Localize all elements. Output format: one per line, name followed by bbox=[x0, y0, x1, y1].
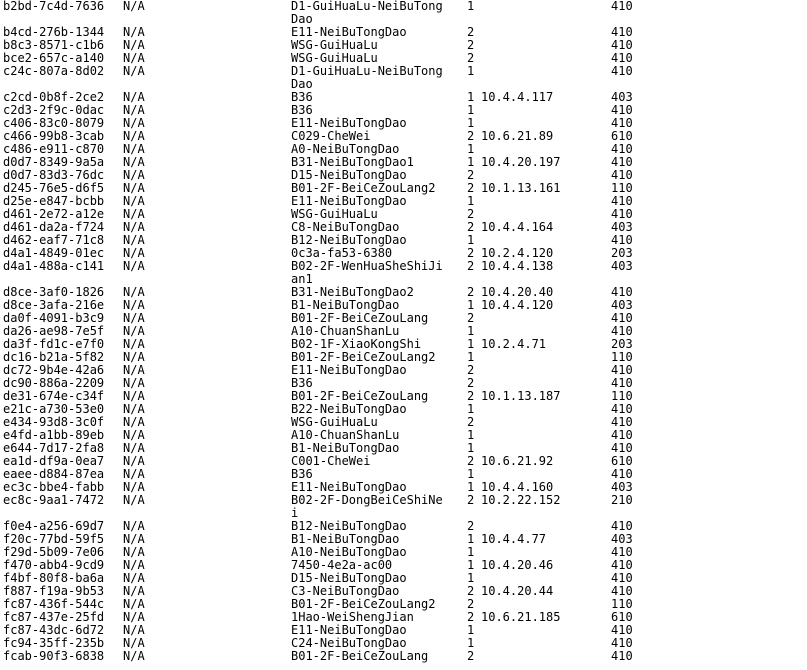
row-ip-address: 10.1.13.187 bbox=[481, 389, 561, 403]
row-count: 2 bbox=[467, 168, 475, 182]
row-name: 7450-4e2a-ac00 bbox=[291, 558, 393, 572]
row-id: bce2-657c-a140 bbox=[3, 51, 105, 65]
table-row bbox=[0, 130, 807, 143]
row-status: N/A bbox=[123, 51, 145, 65]
row-status: N/A bbox=[123, 493, 145, 507]
row-name: B1-NeiBuTongDao bbox=[291, 532, 400, 546]
row-count: 2 bbox=[467, 454, 475, 468]
row-status: N/A bbox=[123, 441, 145, 455]
row-id: e21c-a730-53e0 bbox=[3, 402, 105, 416]
row-name: WSG-GuiHuaLu bbox=[291, 415, 378, 429]
row-code: 403 bbox=[611, 298, 633, 312]
row-code: 410 bbox=[611, 519, 633, 533]
row-status: N/A bbox=[123, 246, 145, 260]
table-row bbox=[0, 195, 807, 208]
row-count: 1 bbox=[467, 467, 475, 481]
row-name: B31-NeiBuTongDao2 bbox=[291, 285, 414, 299]
row-id: fc94-35ff-235b bbox=[3, 636, 105, 650]
row-id: fcab-90f3-6838 bbox=[3, 649, 105, 663]
row-count: 2 bbox=[467, 129, 475, 143]
row-code: 410 bbox=[611, 155, 633, 169]
row-code: 410 bbox=[611, 207, 633, 221]
row-count: 1 bbox=[467, 298, 475, 312]
row-status: N/A bbox=[123, 220, 145, 234]
row-id: d0d7-8349-9a5a bbox=[3, 155, 105, 169]
row-code: 410 bbox=[611, 376, 633, 390]
table-row bbox=[0, 364, 807, 377]
row-status: N/A bbox=[123, 376, 145, 390]
row-status: N/A bbox=[123, 623, 145, 637]
row-id: b2bd-7c4d-7636 bbox=[3, 0, 105, 13]
row-status: N/A bbox=[123, 0, 145, 13]
row-status: N/A bbox=[123, 480, 145, 494]
row-code: 410 bbox=[611, 168, 633, 182]
row-status: N/A bbox=[123, 194, 145, 208]
row-count: 1 bbox=[467, 636, 475, 650]
row-id: ec3c-bbe4-fabb bbox=[3, 480, 105, 494]
row-id: c466-99b8-3cab bbox=[3, 129, 105, 143]
row-name: B1-NeiBuTongDao bbox=[291, 298, 400, 312]
row-count: 1 bbox=[467, 194, 475, 208]
row-count: 1 bbox=[467, 480, 475, 494]
row-code: 410 bbox=[611, 285, 633, 299]
row-count: 2 bbox=[467, 207, 475, 221]
row-count: 1 bbox=[467, 64, 475, 78]
row-ip-address: 10.2.4.71 bbox=[481, 337, 547, 351]
row-status: N/A bbox=[123, 519, 145, 533]
row-ip-address: 10.6.21.89 bbox=[481, 129, 554, 143]
row-name-continued: an1 bbox=[291, 272, 313, 286]
table-row bbox=[0, 416, 807, 429]
row-name: B01-2F-BeiCeZouLang2 bbox=[291, 181, 436, 195]
row-name: B01-2F-BeiCeZouLang2 bbox=[291, 597, 436, 611]
row-name: B31-NeiBuTongDao1 bbox=[291, 155, 414, 169]
row-count: 1 bbox=[467, 233, 475, 247]
row-count: 2 bbox=[467, 311, 475, 325]
table-row bbox=[0, 0, 807, 26]
row-status: N/A bbox=[123, 597, 145, 611]
row-count: 1 bbox=[467, 441, 475, 455]
row-status: N/A bbox=[123, 558, 145, 572]
row-code: 410 bbox=[611, 324, 633, 338]
row-status: N/A bbox=[123, 168, 145, 182]
row-name: B12-NeiBuTongDao bbox=[291, 519, 407, 533]
row-ip-address: 10.4.4.160 bbox=[481, 480, 554, 494]
row-code: 203 bbox=[611, 337, 633, 351]
row-code: 410 bbox=[611, 25, 633, 39]
table-row bbox=[0, 39, 807, 52]
row-ip-address: 10.2.22.152 bbox=[481, 493, 561, 507]
row-id: ea1d-df9a-0ea7 bbox=[3, 454, 105, 468]
row-name: B36 bbox=[291, 103, 313, 117]
row-name: D1-GuiHuaLu-NeiBuTong bbox=[291, 0, 443, 13]
row-id: dc72-9b4e-42a6 bbox=[3, 363, 105, 377]
row-status: N/A bbox=[123, 311, 145, 325]
row-code: 403 bbox=[611, 532, 633, 546]
row-count: 1 bbox=[467, 350, 475, 364]
row-count: 2 bbox=[467, 584, 475, 598]
row-count: 1 bbox=[467, 337, 475, 351]
row-name-continued: Dao bbox=[291, 12, 313, 26]
row-status: N/A bbox=[123, 363, 145, 377]
row-ip-address: 10.6.21.92 bbox=[481, 454, 554, 468]
row-name: B1-NeiBuTongDao bbox=[291, 441, 400, 455]
row-ip-address: 10.6.21.185 bbox=[481, 610, 561, 624]
row-id: c486-e911-c870 bbox=[3, 142, 105, 156]
row-count: 2 bbox=[467, 285, 475, 299]
row-id: d8ce-3afa-216e bbox=[3, 298, 105, 312]
row-id: d25e-e847-bcbb bbox=[3, 194, 105, 208]
row-status: N/A bbox=[123, 25, 145, 39]
row-code: 610 bbox=[611, 454, 633, 468]
row-status: N/A bbox=[123, 298, 145, 312]
row-name: B36 bbox=[291, 376, 313, 390]
row-name: A10-NeiBuTongDao bbox=[291, 545, 407, 559]
row-id: d462-eaf7-71c8 bbox=[3, 233, 105, 247]
row-name: B02-1F-XiaoKongShi bbox=[291, 337, 422, 351]
row-id: ec8c-9aa1-7472 bbox=[3, 493, 105, 507]
row-status: N/A bbox=[123, 545, 145, 559]
row-count: 1 bbox=[467, 142, 475, 156]
row-count: 2 bbox=[467, 376, 475, 390]
row-id: f20c-77bd-59f5 bbox=[3, 532, 105, 546]
row-count: 1 bbox=[467, 532, 475, 546]
row-code: 410 bbox=[611, 103, 633, 117]
row-ip-address: 10.4.4.117 bbox=[481, 90, 554, 104]
row-id: c2d3-2f9c-0dac bbox=[3, 103, 105, 117]
row-status: N/A bbox=[123, 116, 145, 130]
row-count: 2 bbox=[467, 597, 475, 611]
table-row bbox=[0, 208, 807, 221]
table-row bbox=[0, 572, 807, 585]
row-code: 410 bbox=[611, 441, 633, 455]
row-count: 2 bbox=[467, 181, 475, 195]
row-code: 410 bbox=[611, 584, 633, 598]
table-row bbox=[0, 403, 807, 416]
row-code: 410 bbox=[611, 636, 633, 650]
table-row bbox=[0, 260, 807, 286]
row-status: N/A bbox=[123, 571, 145, 585]
row-code: 410 bbox=[611, 415, 633, 429]
row-code: 410 bbox=[611, 64, 633, 78]
row-status: N/A bbox=[123, 233, 145, 247]
row-count: 1 bbox=[467, 0, 475, 13]
row-name: C029-CheWei bbox=[291, 129, 371, 143]
row-ip-address: 10.2.4.120 bbox=[481, 246, 554, 260]
row-status: N/A bbox=[123, 467, 145, 481]
row-code: 410 bbox=[611, 38, 633, 52]
row-name: B36 bbox=[291, 467, 313, 481]
row-code: 610 bbox=[611, 610, 633, 624]
table-row bbox=[0, 494, 807, 520]
row-name: A0-NeiBuTongDao bbox=[291, 142, 400, 156]
row-id: de31-674e-c34f bbox=[3, 389, 105, 403]
row-count: 1 bbox=[467, 155, 475, 169]
table-row bbox=[0, 442, 807, 455]
row-status: N/A bbox=[123, 324, 145, 338]
row-count: 2 bbox=[467, 38, 475, 52]
table-row bbox=[0, 26, 807, 39]
row-count: 2 bbox=[467, 649, 475, 663]
row-name: WSG-GuiHuaLu bbox=[291, 51, 378, 65]
row-name: E11-NeiBuTongDao bbox=[291, 623, 407, 637]
row-status: N/A bbox=[123, 649, 145, 663]
row-id: c24c-807a-8d02 bbox=[3, 64, 105, 78]
row-id: f470-abb4-9cd9 bbox=[3, 558, 105, 572]
row-status: N/A bbox=[123, 129, 145, 143]
row-code: 403 bbox=[611, 259, 633, 273]
row-name: B01-2F-BeiCeZouLang bbox=[291, 649, 429, 663]
row-name: E11-NeiBuTongDao bbox=[291, 480, 407, 494]
row-status: N/A bbox=[123, 350, 145, 364]
row-count: 1 bbox=[467, 116, 475, 130]
row-status: N/A bbox=[123, 142, 145, 156]
table-row bbox=[0, 65, 807, 91]
row-name: B02-2F-DongBeiCeShiNe bbox=[291, 493, 443, 507]
row-ip-address: 10.4.4.138 bbox=[481, 259, 554, 273]
row-count: 1 bbox=[467, 103, 475, 117]
row-code: 410 bbox=[611, 0, 633, 13]
row-status: N/A bbox=[123, 181, 145, 195]
row-status: N/A bbox=[123, 38, 145, 52]
row-code: 410 bbox=[611, 428, 633, 442]
row-code: 110 bbox=[611, 389, 633, 403]
row-name: E11-NeiBuTongDao bbox=[291, 116, 407, 130]
row-code: 403 bbox=[611, 90, 633, 104]
row-name: D1-GuiHuaLu-NeiBuTong bbox=[291, 64, 443, 78]
row-ip-address: 10.4.20.44 bbox=[481, 584, 554, 598]
row-id: e434-93d8-3c0f bbox=[3, 415, 105, 429]
row-status: N/A bbox=[123, 207, 145, 221]
row-code: 403 bbox=[611, 220, 633, 234]
row-name: A10-ChuanShanLu bbox=[291, 324, 400, 338]
row-status: N/A bbox=[123, 259, 145, 273]
row-code: 610 bbox=[611, 129, 633, 143]
row-count: 1 bbox=[467, 428, 475, 442]
row-id: f4bf-80f8-ba6a bbox=[3, 571, 105, 585]
row-ip-address: 10.4.20.40 bbox=[481, 285, 554, 299]
table-row bbox=[0, 520, 807, 533]
row-name: E11-NeiBuTongDao bbox=[291, 25, 407, 39]
row-name: B01-2F-BeiCeZouLang bbox=[291, 311, 429, 325]
row-count: 1 bbox=[467, 90, 475, 104]
row-name: B01-2F-BeiCeZouLang bbox=[291, 389, 429, 403]
row-name: D15-NeiBuTongDao bbox=[291, 168, 407, 182]
row-count: 2 bbox=[467, 259, 475, 273]
row-code: 410 bbox=[611, 116, 633, 130]
row-id: d4a1-488a-c141 bbox=[3, 259, 105, 273]
row-count: 2 bbox=[467, 389, 475, 403]
row-code: 410 bbox=[611, 402, 633, 416]
row-status: N/A bbox=[123, 285, 145, 299]
table-row bbox=[0, 117, 807, 130]
row-count: 1 bbox=[467, 558, 475, 572]
row-id: d245-76e5-d6f5 bbox=[3, 181, 105, 195]
row-name: E11-NeiBuTongDao bbox=[291, 363, 407, 377]
row-ip-address: 10.4.20.197 bbox=[481, 155, 561, 169]
row-code: 410 bbox=[611, 194, 633, 208]
row-status: N/A bbox=[123, 64, 145, 78]
table-row bbox=[0, 286, 807, 299]
row-count: 2 bbox=[467, 25, 475, 39]
row-id: d8ce-3af0-1826 bbox=[3, 285, 105, 299]
row-name: B36 bbox=[291, 90, 313, 104]
row-count: 2 bbox=[467, 363, 475, 377]
row-id: b4cd-276b-1344 bbox=[3, 25, 105, 39]
row-name: E11-NeiBuTongDao bbox=[291, 194, 407, 208]
table-row bbox=[0, 312, 807, 325]
row-name-continued: i bbox=[291, 506, 299, 520]
row-id: f887-f19a-9b53 bbox=[3, 584, 105, 598]
row-id: da26-ae98-7e5f bbox=[3, 324, 105, 338]
table-row bbox=[0, 91, 807, 104]
row-name: B01-2F-BeiCeZouLang2 bbox=[291, 350, 436, 364]
row-status: N/A bbox=[123, 402, 145, 416]
row-id: d461-2e72-a12e bbox=[3, 207, 105, 221]
row-id: f0e4-a256-69d7 bbox=[3, 519, 105, 533]
row-status: N/A bbox=[123, 415, 145, 429]
row-id: e644-7d17-2fa8 bbox=[3, 441, 105, 455]
row-code: 403 bbox=[611, 480, 633, 494]
row-code: 410 bbox=[611, 558, 633, 572]
row-name: B12-NeiBuTongDao bbox=[291, 233, 407, 247]
row-count: 2 bbox=[467, 246, 475, 260]
table-row bbox=[0, 429, 807, 442]
row-count: 2 bbox=[467, 493, 475, 507]
row-status: N/A bbox=[123, 337, 145, 351]
row-count: 2 bbox=[467, 220, 475, 234]
row-id: e4fd-a1bb-89eb bbox=[3, 428, 105, 442]
row-code: 210 bbox=[611, 493, 633, 507]
row-id: d461-da2a-f724 bbox=[3, 220, 105, 234]
table-row bbox=[0, 546, 807, 559]
row-code: 110 bbox=[611, 181, 633, 195]
row-name: B02-2F-WenHuaSheShiJi bbox=[291, 259, 443, 273]
row-name: C24-NeiBuTongDao bbox=[291, 636, 407, 650]
row-count: 2 bbox=[467, 415, 475, 429]
row-name: WSG-GuiHuaLu bbox=[291, 207, 378, 221]
row-code: 410 bbox=[611, 51, 633, 65]
row-code: 410 bbox=[611, 311, 633, 325]
row-name: A10-ChuanShanLu bbox=[291, 428, 400, 442]
row-name: 0c3a-fa53-6380 bbox=[291, 246, 393, 260]
row-status: N/A bbox=[123, 532, 145, 546]
row-id: da0f-4091-b3c9 bbox=[3, 311, 105, 325]
row-status: N/A bbox=[123, 584, 145, 598]
row-count: 2 bbox=[467, 519, 475, 533]
row-id: fc87-43dc-6d72 bbox=[3, 623, 105, 637]
row-ip-address: 10.1.13.161 bbox=[481, 181, 561, 195]
row-code: 410 bbox=[611, 142, 633, 156]
row-status: N/A bbox=[123, 610, 145, 624]
row-name: B22-NeiBuTongDao bbox=[291, 402, 407, 416]
row-count: 2 bbox=[467, 610, 475, 624]
row-id: f29d-5b09-7e06 bbox=[3, 545, 105, 559]
row-id: b8c3-8571-c1b6 bbox=[3, 38, 105, 52]
row-id: c406-83c0-8079 bbox=[3, 116, 105, 130]
row-code: 410 bbox=[611, 233, 633, 247]
row-code: 410 bbox=[611, 363, 633, 377]
row-count: 1 bbox=[467, 571, 475, 585]
row-name: C8-NeiBuTongDao bbox=[291, 220, 400, 234]
row-ip-address: 10.4.4.77 bbox=[481, 532, 547, 546]
row-code: 410 bbox=[611, 467, 633, 481]
row-status: N/A bbox=[123, 155, 145, 169]
row-count: 2 bbox=[467, 51, 475, 65]
row-id: dc90-886a-2209 bbox=[3, 376, 105, 390]
row-id: d4a1-4849-01ec bbox=[3, 246, 105, 260]
row-status: N/A bbox=[123, 428, 145, 442]
row-id: da3f-fd1c-e7f0 bbox=[3, 337, 105, 351]
row-ip-address: 10.4.20.46 bbox=[481, 558, 554, 572]
row-ip-address: 10.4.4.120 bbox=[481, 298, 554, 312]
row-code: 410 bbox=[611, 571, 633, 585]
row-code: 110 bbox=[611, 350, 633, 364]
row-count: 1 bbox=[467, 545, 475, 559]
row-code: 410 bbox=[611, 623, 633, 637]
row-status: N/A bbox=[123, 389, 145, 403]
table-row bbox=[0, 650, 807, 663]
row-ip-address: 10.4.4.164 bbox=[481, 220, 554, 234]
row-id: c2cd-0b8f-2ce2 bbox=[3, 90, 105, 104]
row-status: N/A bbox=[123, 636, 145, 650]
row-count: 1 bbox=[467, 623, 475, 637]
row-count: 1 bbox=[467, 324, 475, 338]
row-id: dc16-b21a-5f82 bbox=[3, 350, 105, 364]
row-code: 410 bbox=[611, 649, 633, 663]
row-name: C001-CheWei bbox=[291, 454, 371, 468]
row-code: 203 bbox=[611, 246, 633, 260]
table-row bbox=[0, 455, 807, 468]
row-name: D15-NeiBuTongDao bbox=[291, 571, 407, 585]
row-name-continued: Dao bbox=[291, 77, 313, 91]
row-id: fc87-436f-544c bbox=[3, 597, 105, 611]
row-count: 1 bbox=[467, 402, 475, 416]
row-code: 410 bbox=[611, 545, 633, 559]
row-id: d0d7-83d3-76dc bbox=[3, 168, 105, 182]
table-row bbox=[0, 234, 807, 247]
row-status: N/A bbox=[123, 90, 145, 104]
row-name: C3-NeiBuTongDao bbox=[291, 584, 400, 598]
row-id: fc87-437e-25fd bbox=[3, 610, 105, 624]
row-name: 1Hao-WeiShengJian bbox=[291, 610, 414, 624]
row-id: eaee-d884-87ea bbox=[3, 467, 105, 481]
row-code: 110 bbox=[611, 597, 633, 611]
row-status: N/A bbox=[123, 103, 145, 117]
row-name: WSG-GuiHuaLu bbox=[291, 38, 378, 52]
row-status: N/A bbox=[123, 454, 145, 468]
